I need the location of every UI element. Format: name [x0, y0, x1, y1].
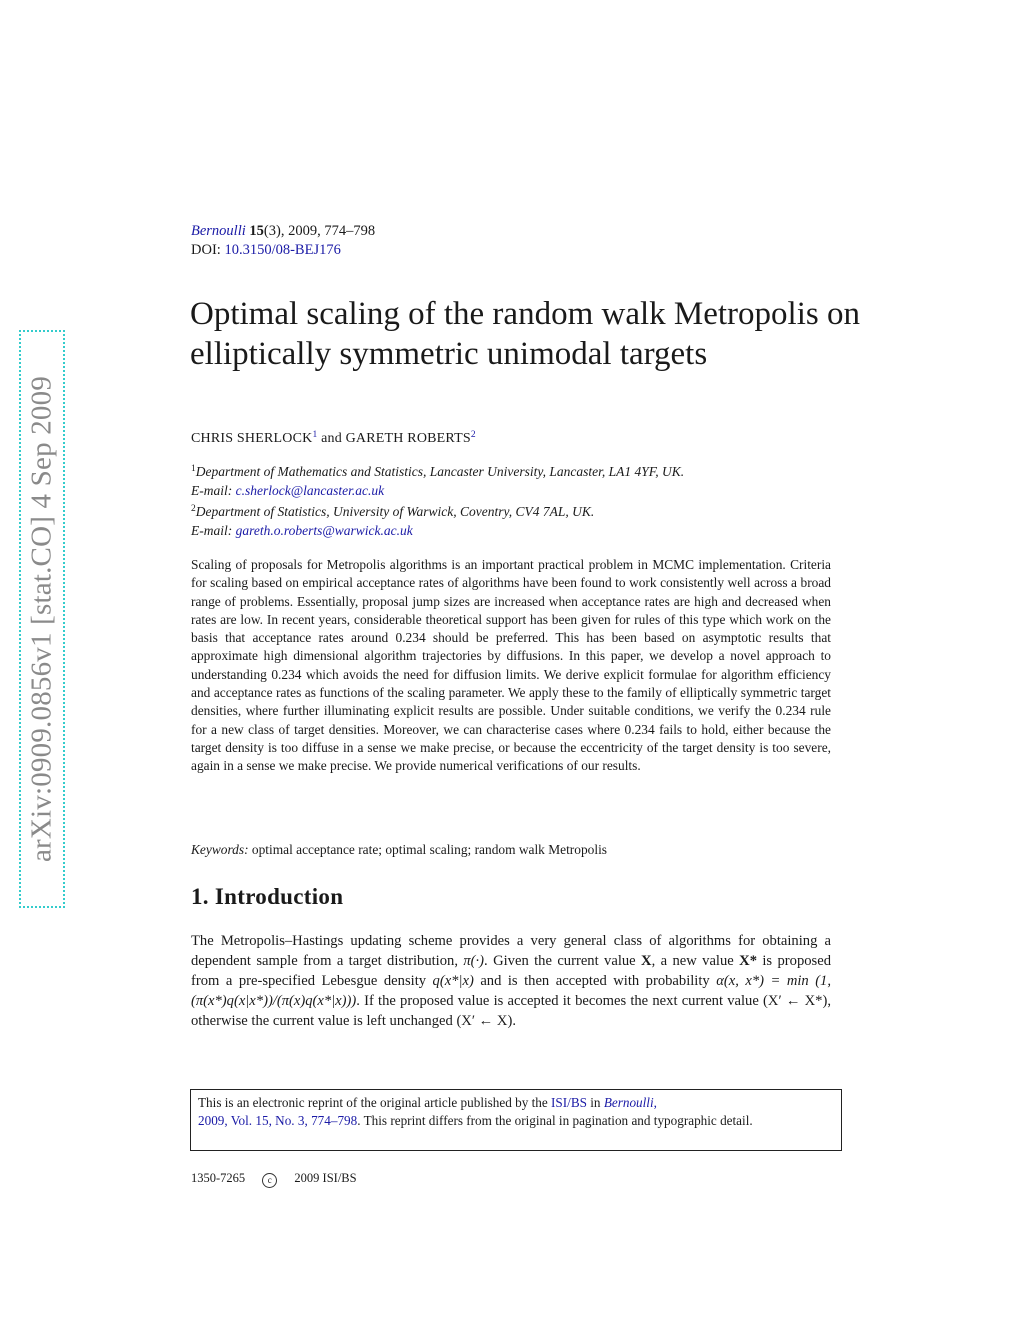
intro-text-8: . — [512, 1013, 516, 1029]
intro-math-proposal-density: q(x*|x) — [432, 973, 474, 989]
author-1-affiliation-mark[interactable]: 1 — [312, 430, 318, 440]
reprint-journal-link[interactable]: Bernoulli — [603, 1095, 654, 1110]
journal-citation-line — [191, 222, 375, 241]
affiliation-1-email-line — [191, 482, 831, 501]
doi-link[interactable]: 10.3150/08-BEJ176 — [224, 242, 341, 258]
author-conjunction: and — [321, 431, 342, 446]
reprint-notice — [190, 1089, 842, 1151]
section-heading-introduction: 1. Introduction — [191, 884, 344, 909]
intro-math-reject-update: (X′ ← X) — [456, 1013, 513, 1029]
intro-math-current-value: X — [641, 953, 652, 969]
author-2-name: GARETH ROBERTS — [345, 431, 471, 446]
affiliations — [191, 460, 831, 540]
affiliation-2-department: Department of Statistics, University of Warwick, Coventry, CV4 7AL, UK. — [195, 504, 595, 519]
intro-text-5: and is then accepted with probability — [473, 973, 717, 989]
affiliation-2-email-line — [191, 522, 831, 541]
affiliation-2-email-label: E-mail: — [191, 522, 233, 538]
doi-label: DOI: — [191, 242, 221, 258]
intro-text-1: The Metropolis–Hastings updating scheme provides a very general class of algorithms for obtaining a dependent sample from a target distribution, — [191, 933, 831, 969]
intro-math-accept-update: (X′ ← X*) — [763, 993, 828, 1009]
copyright-line — [191, 1171, 357, 1188]
intro-math-target: π(·) — [463, 953, 485, 969]
journal-reference — [191, 222, 375, 260]
reprint-citation-link[interactable]: 2009, Vol. 15, No. 3, 774–798 — [198, 1113, 358, 1129]
affiliation-2-mark: 2 — [191, 504, 196, 514]
reprint-comma: , — [653, 1095, 657, 1110]
affiliation-1-mark: 1 — [191, 464, 196, 474]
affiliation-1 — [191, 460, 831, 482]
intro-text-3: , a new value — [651, 953, 740, 969]
author-1-name: CHRIS SHERLOCK — [191, 431, 313, 446]
keywords-text: optimal acceptance rate; optimal scaling; random walk Metropolis — [251, 842, 607, 857]
reprint-text-2: in — [586, 1095, 604, 1110]
reprint-text-1: This is an electronic reprint of the original article published by the — [198, 1095, 552, 1110]
arxiv-identifier: arXiv:0909.0856v1 [stat.CO] 4 Sep 2009 — [25, 375, 58, 863]
keywords — [191, 842, 607, 858]
intro-text-6: . If the proposed value is accepted it becomes the next current value — [356, 993, 764, 1009]
journal-name-link[interactable]: Bernoulli — [191, 223, 246, 239]
isi-bs-link[interactable]: ISI/BS — [551, 1095, 587, 1110]
reprint-text-4: . This reprint differs from the original in pagination and typographic detail. — [357, 1113, 753, 1129]
paper-title: Optimal scaling of the random walk Metropolis on elliptically symmetric unimodal targets — [190, 296, 860, 372]
intro-math-proposed-value: X* — [739, 953, 757, 969]
author-2-affiliation-mark[interactable]: 2 — [470, 430, 476, 440]
intro-text-4: is proposed from a pre-specified Lebesgue density — [191, 953, 831, 989]
affiliation-1-email-label: E-mail: — [191, 482, 233, 498]
issn: 1350-7265 — [191, 1171, 246, 1185]
keywords-label: Keywords: — [191, 842, 249, 857]
arxiv-stamp[interactable] — [19, 330, 65, 908]
copyright-text: 2009 ISI/BS — [294, 1171, 357, 1185]
affiliation-1-department: Department of Mathematics and Statistics, Lancaster University, Lancaster, LA1 4YF, UK. — [195, 464, 685, 479]
journal-issue-pages: (3), 2009, 774–798 — [263, 223, 376, 239]
copyright-icon: c — [262, 1173, 277, 1188]
intro-text-7: , otherwise the current value is left unchanged — [191, 993, 831, 1029]
doi-line — [191, 241, 375, 260]
affiliation-1-email-link[interactable]: c.sherlock@lancaster.ac.uk — [235, 482, 385, 498]
intro-math-acceptance-probability: α(x, x*) = min (1, (π(x*)q(x|x*))/(π(x)q(x*|x))) — [191, 973, 831, 1009]
author-line — [191, 430, 476, 447]
affiliation-2 — [191, 500, 831, 522]
intro-text-2: . Given the current value — [484, 953, 642, 969]
journal-volume: 15 — [249, 223, 264, 239]
introduction-paragraph — [191, 931, 831, 1031]
abstract: Scaling of proposals for Metropolis algorithms is an important practical problem in MCMC implementation. Criteria for scaling based on empirical acceptance rates of algorithms have been found to work consistently well across a broad range of problems. Essentially, proposal jump sizes are increased when acceptance rates are high and decreased when rates are low. In recent years, considerable theoretical support has been given for rules of this type which work on the basis that acceptance rates around 0.234 should be preferred. This has been based on asymptotic results that approximate high dimensional algorithm trajectories by diffusions. In this paper, we develop a novel approach to understanding 0.234 which avoids the need for diffusion limits. We derive explicit formulae for algorithm efficiency and acceptance rates as functions of the scaling parameter. We apply these to the family of elliptically symmetric target densities, where further illuminating explicit results are possible. Under suitable conditions, we verify the 0.234 rule for a new class of target densities. Moreover, we can characterise cases where 0.234 fails to hold, either because the target density is too diffuse in a sense we make precise, or because the eccentricity of the target density is too severe, again in a sense we make precise. We provide numerical verifications of our results. — [191, 557, 831, 774]
affiliation-2-email-link[interactable]: gareth.o.roberts@warwick.ac.uk — [235, 522, 413, 538]
